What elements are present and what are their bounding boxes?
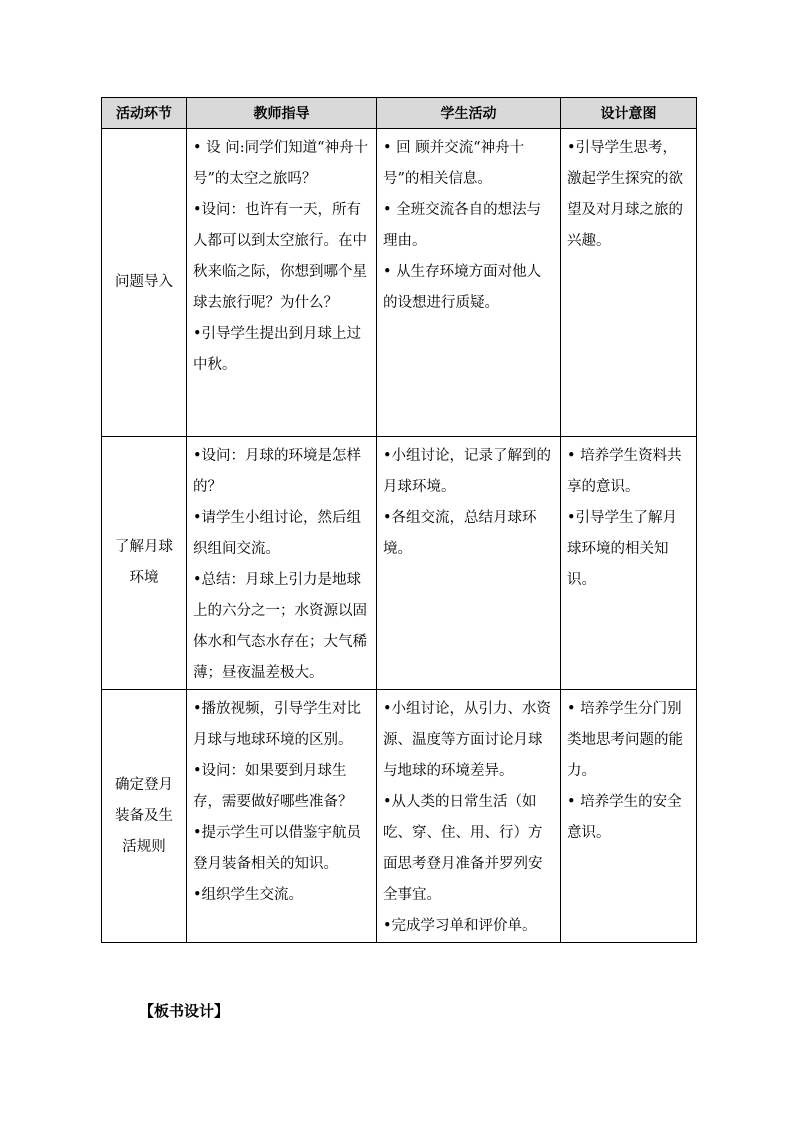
intent-cell — [561, 690, 697, 943]
board-design-heading: 【板书设计】 — [139, 1002, 230, 1020]
teacher-item: •设问：月球的环境是怎样的？ — [193, 448, 362, 495]
teacher-item: •引导学生提出到月球上过中秋。 — [193, 326, 362, 373]
intent-item: • 培养学生资料共享的意识。 — [567, 448, 682, 495]
intent-item: •引导学生思考，激起学生探究的欲望及对月球之旅的兴趣。 — [567, 140, 683, 249]
teacher-cell — [187, 437, 377, 690]
teacher-item: • 设 问:同学们知道“神舟十号”的太空之旅吗？ — [193, 140, 369, 187]
student-cell — [377, 437, 561, 690]
table-row — [102, 690, 697, 943]
table-header-row — [102, 98, 697, 129]
teacher-item: •设问：也许有一天，所有人都可以到太空旅行。在中秋来临之际，你想到哪个星球去旅行呢？为什么？ — [193, 202, 367, 311]
stage-cell: 确定登月装备及生活规则 — [102, 690, 187, 943]
student-cell — [377, 129, 561, 437]
header-stage: 活动环节 — [102, 98, 187, 129]
lesson-plan-table — [101, 97, 697, 943]
student-cell — [377, 690, 561, 943]
teacher-cell — [187, 690, 377, 943]
student-item: •完成学习单和评价单。 — [383, 918, 537, 934]
student-item: •小组讨论，从引力、水资源、温度等方面讨论月球与地球的环境差异。 — [383, 701, 552, 779]
student-item: • 回 顾并交流“神舟十号”的相关信息。 — [383, 140, 525, 187]
teacher-item: •请学生小组讨论，然后组织组间交流。 — [193, 510, 362, 557]
student-item: •小组讨论，记录了解到的月球环境。 — [383, 448, 552, 495]
header-design-intent: 设计意图 — [561, 98, 697, 129]
teacher-cell — [187, 129, 377, 437]
teacher-item: •总结：月球上引力是地球上的六分之一；水资源以固体水和气态水存在；大气稀薄；昼夜温差极大。 — [193, 572, 367, 681]
intent-item: • 培养学生的安全意识。 — [567, 794, 682, 841]
student-item: •各组交流，总结月球环境。 — [383, 510, 537, 557]
intent-item: •引导学生了解月球环境的相关知识。 — [567, 510, 678, 588]
student-item: •从人类的日常生活（如吃、穿、住、用、行）方面思考登月准备并罗列安全事宜。 — [383, 794, 543, 903]
table-row — [102, 437, 697, 690]
student-item: • 从生存环境方面对他人的设想进行质疑。 — [383, 264, 542, 311]
intent-cell — [561, 129, 697, 437]
teacher-item: •设问：如果要到月球生存，需要做好哪些准备？ — [193, 763, 353, 810]
student-item: • 全班交流各自的想法与理由。 — [383, 202, 542, 249]
stage-cell: 问题导入 — [102, 129, 187, 437]
header-teacher-guidance: 教师指导 — [187, 98, 377, 129]
table-row — [102, 129, 697, 437]
header-student-activity: 学生活动 — [377, 98, 561, 129]
teacher-item: •组织学生交流。 — [193, 887, 304, 903]
teacher-item: •播放视频，引导学生对比月球与地球环境的区别。 — [193, 701, 362, 748]
intent-item: • 培养学生分门别类地思考问题的能力。 — [567, 701, 683, 779]
intent-cell — [561, 437, 697, 690]
teacher-item: •提示学生可以借鉴宇航员登月装备相关的知识。 — [193, 825, 362, 872]
stage-cell: 了解月球环境 — [102, 437, 187, 690]
